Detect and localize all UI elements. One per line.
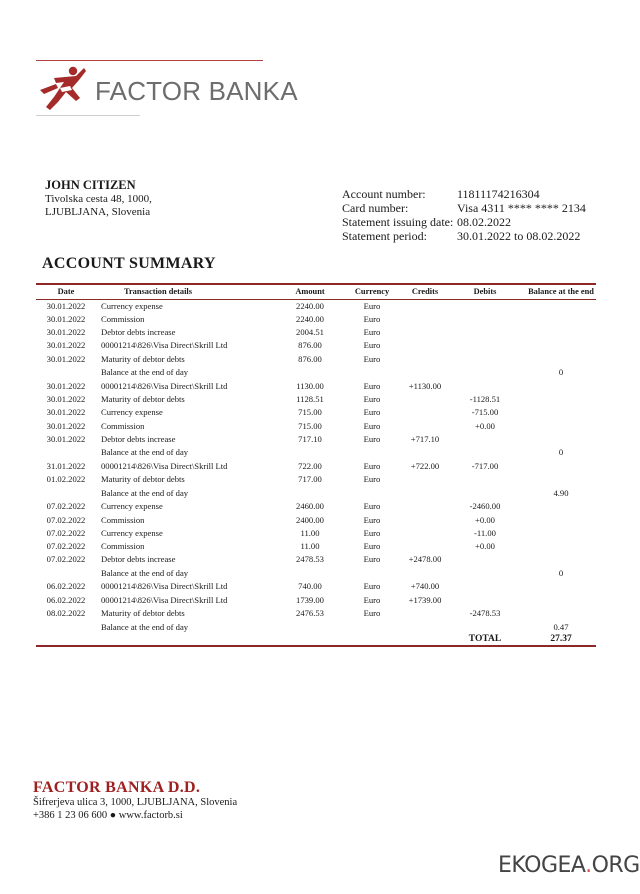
customer-address-line1: Tivolska cesta 48, 1000, [45, 193, 152, 205]
table-row [36, 566, 596, 580]
cell-date: 30.01.2022 [46, 327, 86, 338]
watermark-text [498, 853, 640, 878]
cell-debits [444, 620, 526, 634]
issuing-date-row [342, 215, 586, 229]
cell-debits [444, 432, 526, 445]
account-number-label: Account number: [342, 187, 426, 201]
cell-amount: 2478.53 [296, 554, 324, 565]
cell-currency: Euro [363, 541, 381, 552]
account-number-value: 11811174216304 [457, 187, 540, 201]
cell-balance [526, 339, 596, 352]
cell-date [36, 566, 96, 580]
cell-details: Maturity of debtor debts [101, 394, 185, 405]
table-row [36, 392, 596, 405]
cell-date: 07.02.2022 [46, 501, 86, 512]
cell-debits [444, 553, 526, 566]
cell-date: 30.01.2022 [46, 313, 86, 324]
cell-currency: Euro [363, 433, 381, 444]
cell-credits [406, 500, 444, 513]
cell-details: Balance at the end of day [101, 447, 189, 458]
cell-amount: 2460.00 [296, 501, 324, 512]
table-row [36, 486, 596, 500]
cell-balance: 0 [558, 447, 564, 458]
cell-balance [526, 419, 596, 432]
cell-currency: Euro [363, 380, 381, 391]
table-row [36, 526, 596, 539]
cell-debits [444, 486, 526, 500]
cell-credits [406, 299, 444, 312]
cell-details: Balance at the end of day [101, 621, 189, 632]
cell-date [36, 620, 96, 634]
cell-date: 30.01.2022 [46, 407, 86, 418]
table-row [36, 299, 596, 312]
total-value: 27.37 [550, 634, 572, 645]
cell-details: Commission [101, 541, 145, 552]
cell-credits: +717.10 [410, 433, 440, 444]
table-row [36, 339, 596, 352]
issuing-date-label: Statement issuing date: [342, 215, 454, 229]
statement-period-label: Statement period: [342, 229, 427, 243]
cell-balance [526, 500, 596, 513]
cell-balance [526, 473, 596, 486]
cell-details: 00001214\826\Visa Direct\Skrill Ltd [101, 380, 228, 391]
cell-credits [406, 566, 444, 580]
cell-balance [526, 580, 596, 593]
cell-amount: 717.10 [298, 433, 322, 444]
total-label: TOTAL [468, 634, 502, 645]
cell-balance [526, 352, 596, 365]
cell-details: Currency expense [101, 527, 163, 538]
statement-period-row [342, 229, 586, 243]
cell-details: Debtor debts increase [101, 327, 176, 338]
account-number-row [342, 187, 586, 201]
cell-credits [406, 526, 444, 539]
table-row [36, 553, 596, 566]
cell-debits: -1128.51 [469, 394, 501, 405]
cell-balance [526, 606, 596, 619]
cell-currency: Euro [363, 581, 381, 592]
cell-currency: Euro [363, 300, 381, 311]
table-row [36, 432, 596, 445]
cell-details: Debtor debts increase [101, 433, 176, 444]
cell-credits [406, 445, 444, 459]
header-balance: Balance at the end [528, 287, 594, 297]
footer-contact: +386 1 23 06 600 ● www.factorb.si [33, 810, 183, 821]
cell-credits [406, 486, 444, 500]
card-number-value: Visa 4311 **** **** 2134 [457, 201, 586, 215]
cell-amount: 1130.00 [296, 380, 324, 391]
cell-currency [338, 445, 406, 459]
cell-date: 30.01.2022 [46, 300, 86, 311]
table-row [36, 406, 596, 419]
cell-debits [444, 299, 526, 312]
header-details: Transaction details [124, 287, 193, 297]
watermark-part1: EKOGEA [498, 853, 586, 878]
customer-name: JOHN CITIZEN [45, 178, 136, 192]
cell-amount [282, 486, 338, 500]
table-row [36, 312, 596, 325]
cell-debits: -717.00 [471, 460, 499, 471]
cell-currency: Euro [363, 474, 381, 485]
cell-balance [526, 406, 596, 419]
cell-details: 00001214\826\Visa Direct\Skrill Ltd [101, 594, 228, 605]
cell-debits: +0.00 [475, 541, 495, 552]
account-info-block [342, 187, 586, 243]
table-row [36, 580, 596, 593]
cell-credits [406, 539, 444, 552]
table-row [36, 606, 596, 619]
cell-details: 00001214\826\Visa Direct\Skrill Ltd [101, 581, 228, 592]
cell-currency: Euro [363, 514, 381, 525]
cell-amount: 715.00 [298, 420, 322, 431]
cell-amount: 876.00 [298, 340, 322, 351]
cell-balance [526, 392, 596, 405]
cell-amount: 740.00 [298, 581, 322, 592]
cell-debits: -2478.53 [469, 607, 501, 618]
cell-credits [406, 620, 444, 634]
cell-debits [444, 339, 526, 352]
card-number-row [342, 201, 586, 215]
cell-balance [526, 553, 596, 566]
cell-currency: Euro [363, 327, 381, 338]
cell-debits [444, 312, 526, 325]
cell-balance [526, 379, 596, 392]
cell-currency: Euro [363, 607, 381, 618]
cell-currency [338, 566, 406, 580]
table-row [36, 459, 596, 472]
cell-currency: Euro [363, 501, 381, 512]
table-header-row [36, 284, 596, 299]
cell-currency: Euro [363, 313, 381, 324]
cell-debits: -2460.00 [469, 501, 501, 512]
cell-details: Maturity of debtor debts [101, 607, 185, 618]
cell-amount [282, 566, 338, 580]
table-row [36, 419, 596, 432]
running-figure-logo-icon [36, 64, 92, 112]
cell-date: 06.02.2022 [46, 594, 86, 605]
cell-date: 07.02.2022 [46, 541, 86, 552]
cell-amount: 717.00 [298, 474, 322, 485]
cell-date: 01.02.2022 [46, 474, 86, 485]
cell-amount: 1739.00 [296, 594, 324, 605]
cell-date: 30.01.2022 [46, 340, 86, 351]
table-row [36, 365, 596, 379]
cell-details: 00001214\826\Visa Direct\Skrill Ltd [101, 340, 228, 351]
bank-logo-text: FACTOR BANKA [95, 76, 298, 106]
cell-debits: +0.00 [475, 420, 495, 431]
cell-amount [282, 365, 338, 379]
cell-details: Balance at the end of day [101, 487, 189, 498]
logo-bottom-rule [36, 115, 140, 116]
cell-amount: 2004.51 [296, 327, 324, 338]
cell-credits [406, 606, 444, 619]
logo-top-rule [36, 60, 263, 61]
cell-details: 00001214\826\Visa Direct\Skrill Ltd [101, 460, 228, 471]
cell-details: Currency expense [101, 407, 163, 418]
cell-debits: -715.00 [471, 407, 499, 418]
cell-debits [444, 326, 526, 339]
cell-date: 30.01.2022 [46, 420, 86, 431]
table-row [36, 445, 596, 459]
table-row [36, 620, 596, 634]
cell-date: 08.02.2022 [46, 607, 86, 618]
cell-date: 30.01.2022 [46, 380, 86, 391]
cell-amount: 2476.53 [296, 607, 324, 618]
cell-balance [526, 513, 596, 526]
cell-details: Balance at the end of day [101, 367, 189, 378]
cell-balance [526, 459, 596, 472]
cell-currency [338, 486, 406, 500]
table-row [36, 473, 596, 486]
table-row [36, 379, 596, 392]
table-row [36, 513, 596, 526]
customer-address-line2: LJUBLJANA, Slovenia [45, 206, 151, 218]
cell-balance: 0 [558, 367, 564, 378]
cell-balance [526, 539, 596, 552]
cell-currency: Euro [363, 394, 381, 405]
footer-address: Šifrerjeva ulica 3, 1000, LJUBLJANA, Slovenia [33, 797, 238, 808]
header-credits: Credits [411, 287, 439, 297]
table-row [36, 539, 596, 552]
cell-details: Debtor debts increase [101, 554, 176, 565]
cell-amount: 722.00 [298, 460, 322, 471]
cell-amount: 2400.00 [296, 514, 324, 525]
cell-date: 06.02.2022 [46, 581, 86, 592]
cell-credits [406, 419, 444, 432]
cell-balance [526, 312, 596, 325]
cell-debits [444, 566, 526, 580]
cell-details: Commission [101, 313, 145, 324]
cell-date [36, 365, 96, 379]
transactions-table [36, 283, 596, 647]
cell-details: Maturity of debtor debts [101, 353, 185, 364]
customer-address-block [45, 178, 152, 219]
cell-currency: Euro [363, 527, 381, 538]
cell-amount: 11.00 [300, 541, 320, 552]
cell-credits [406, 352, 444, 365]
cell-debits [444, 445, 526, 459]
cell-credits [406, 513, 444, 526]
footer-company-name: FACTOR BANKA D.D. [33, 779, 201, 796]
statement-period-value: 30.01.2022 to 08.02.2022 [457, 229, 581, 243]
cell-amount: 876.00 [298, 353, 322, 364]
cell-details: Maturity of debtor debts [101, 474, 185, 485]
header-amount: Amount [295, 287, 325, 297]
cell-debits: -11.00 [474, 527, 496, 538]
cell-credits [406, 339, 444, 352]
header-debits: Debits [473, 287, 497, 297]
cell-date: 07.02.2022 [46, 527, 86, 538]
cell-date [36, 486, 96, 500]
cell-credits: +1130.00 [408, 380, 442, 391]
cell-amount: 2240.00 [296, 300, 324, 311]
cell-credits [406, 365, 444, 379]
cell-credits [406, 392, 444, 405]
cell-date: 30.01.2022 [46, 433, 86, 444]
cell-amount: 1128.51 [296, 394, 324, 405]
cell-details: Commission [101, 420, 145, 431]
cell-amount [282, 620, 338, 634]
cell-details: Currency expense [101, 300, 163, 311]
cell-currency: Euro [363, 420, 381, 431]
cell-debits [444, 580, 526, 593]
cell-credits: +1739.00 [408, 594, 442, 605]
total-row [36, 633, 596, 646]
cell-date: 30.01.2022 [46, 353, 86, 364]
cell-details: Balance at the end of day [101, 567, 189, 578]
cell-currency: Euro [363, 554, 381, 565]
cell-credits [406, 326, 444, 339]
cell-credits [406, 406, 444, 419]
table-row [36, 352, 596, 365]
account-summary-title: ACCOUNT SUMMARY [42, 255, 216, 272]
cell-debits [444, 365, 526, 379]
card-number-label: Card number: [342, 201, 409, 215]
cell-debits [444, 473, 526, 486]
cell-credits [406, 312, 444, 325]
cell-debits: +0.00 [475, 514, 495, 525]
cell-date: 31.01.2022 [46, 460, 86, 471]
watermark-part3: ORG [591, 853, 640, 878]
cell-balance: 0.47 [553, 621, 569, 632]
cell-balance [526, 326, 596, 339]
cell-amount: 715.00 [298, 407, 322, 418]
cell-credits: +2478.00 [408, 554, 442, 565]
cell-date: 30.01.2022 [46, 394, 86, 405]
cell-currency: Euro [363, 353, 381, 364]
header-date: Date [57, 287, 75, 297]
cell-currency [338, 620, 406, 634]
cell-details: Currency expense [101, 501, 163, 512]
cell-debits [444, 379, 526, 392]
table-row [36, 593, 596, 606]
cell-debits [444, 352, 526, 365]
cell-balance: 4.90 [553, 487, 569, 498]
cell-details: Commission [101, 514, 145, 525]
cell-currency: Euro [363, 407, 381, 418]
cell-date: 07.02.2022 [46, 514, 86, 525]
cell-credits [406, 473, 444, 486]
cell-amount: 11.00 [300, 527, 320, 538]
watermark-dot: . [585, 853, 592, 878]
cell-balance [526, 526, 596, 539]
cell-currency [338, 365, 406, 379]
cell-balance: 0 [558, 567, 564, 578]
issuing-date-value: 08.02.2022 [457, 215, 511, 229]
cell-credits: +722.00 [410, 460, 440, 471]
cell-amount [282, 445, 338, 459]
cell-balance [526, 299, 596, 312]
header-currency: Currency [354, 287, 390, 297]
cell-currency: Euro [363, 460, 381, 471]
table-row [36, 326, 596, 339]
cell-currency: Euro [363, 340, 381, 351]
cell-amount: 2240.00 [296, 313, 324, 324]
cell-debits [444, 593, 526, 606]
table-row [36, 500, 596, 513]
cell-date: 07.02.2022 [46, 554, 86, 565]
cell-balance [526, 432, 596, 445]
cell-balance [526, 593, 596, 606]
cell-credits: +740.00 [410, 581, 440, 592]
cell-date [36, 445, 96, 459]
cell-currency: Euro [363, 594, 381, 605]
